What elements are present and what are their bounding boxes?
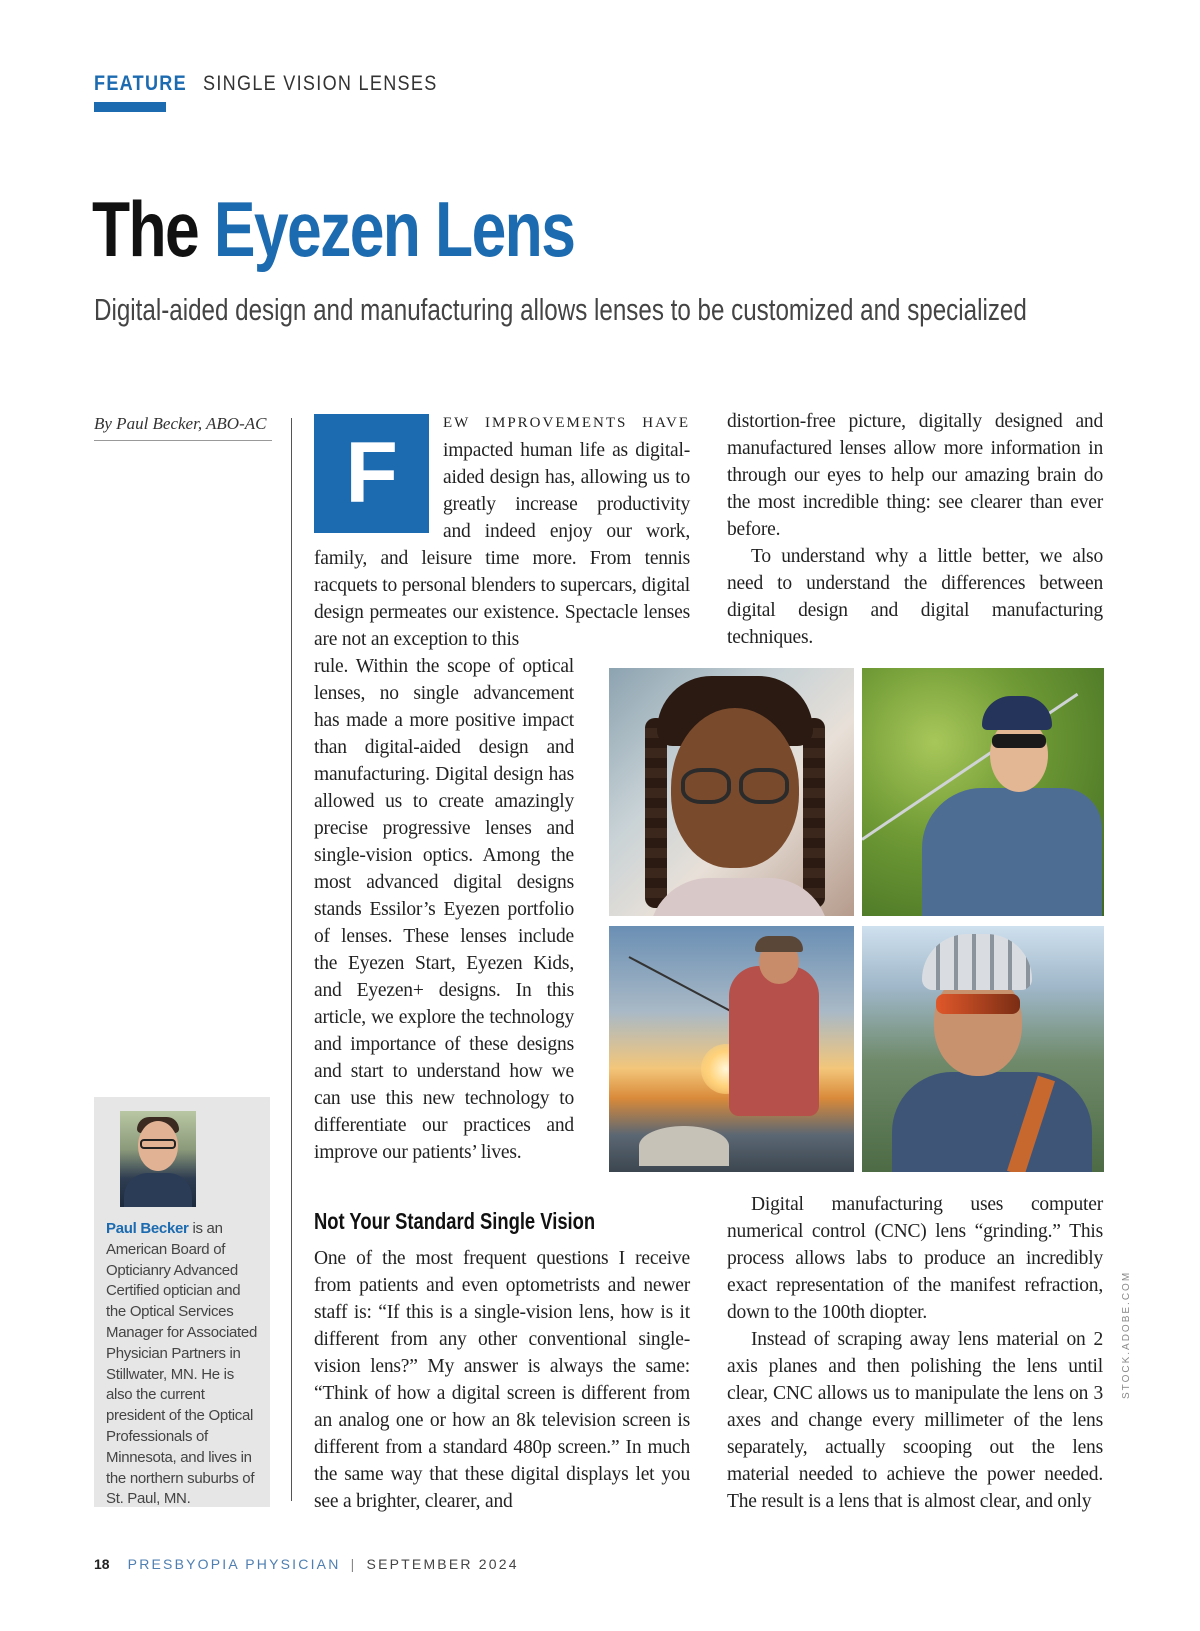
author-bio-text: is an American Board of Opticianry Advanced Certified optician and the Optical Services Manager for Associated Physician Partners in Stillwater, MN. He is also the current president of the Optical Professionals of Minnesota, and lives in the northern suburbs of St. Paul, MN. — [106, 1220, 257, 1508]
section-heading: Not Your Standard Single Vision — [314, 1208, 596, 1234]
column-divider — [291, 418, 292, 1501]
article-column-2 — [727, 408, 1103, 651]
author-photo — [120, 1111, 196, 1207]
title-accent: Eyezen Lens — [213, 185, 575, 273]
page-number: 18 — [94, 1556, 110, 1572]
section-kicker — [94, 72, 476, 96]
col2-paragraph-2: To understand why a little better, we also need to understand the differences between digital design and digital manufacturing techniques. — [727, 546, 1103, 648]
article-column-1 — [314, 408, 690, 653]
article-column-2-bottom — [727, 1191, 1103, 1515]
byline: By Paul Becker, ABO-AC — [94, 414, 272, 441]
issue-date: SEPTEMBER 2024 — [366, 1556, 519, 1572]
photo-girl-glasses — [609, 668, 854, 916]
section-paragraph-1: One of the most frequent questions I receive from patients and even optometrists and newer staff is: “If this is a single-vision lens, how is it different from any other conventional single-vision lens?” My answer is always the same: “Think of how a digital screen is different from an analog one or how an 8k television screen is different from a standard 480p screen.” In much the same way that these digital displays let you see a brighter, clearer, and — [314, 1248, 690, 1512]
lead-smallcaps: EW IMPROVEMENTS HAVE — [443, 415, 690, 431]
photo-fisherman — [609, 926, 854, 1172]
article-title — [92, 185, 575, 273]
lead-text: impacted human life as digital-aided design has, allowing us to greatly increase productivity and indeed enjoy our work, family, and leisure time more. From tennis racquets to personal blenders to supercars, digital design permeates our existence. Spectacle lenses are not an exception to this — [314, 440, 690, 650]
drop-cap: F — [314, 414, 429, 533]
article-column-1-narrow — [314, 653, 574, 1166]
kicker-underline — [94, 102, 166, 112]
article-subtitle: Digital-aided design and manufacturing allows lenses to be customized and specialized — [94, 292, 1027, 327]
topic-label: SINGLE VISION LENSES — [203, 72, 439, 95]
author-name: Paul Becker — [106, 1220, 189, 1237]
lead-paragraph-continued: rule. Within the scope of optical lenses, no single advancement has made a more positive impact than digital-aided design and manufacturing. Digital design has allowed us to create amazingly precise progressive lenses and single-vision optics. Among the most advanced digital designs stands Essilor’s Eyezen portfolio of lenses. These lenses include the Eyezen Start, Eyezen Kids, and Eyezen+ designs. In this article, we explore the technology and importance of these designs and start to understand how we can use this new technology to differentiate our practices and improve our patients’ lives. — [314, 656, 574, 1163]
author-box — [94, 1097, 270, 1507]
page-footer — [94, 1556, 519, 1572]
publication-name: PRESBYOPIA PHYSICIAN — [127, 1556, 341, 1572]
col2-paragraph-1: distortion-free picture, digitally designed and manufactured lenses allow more information in through our eyes to help our amazing brain do the most incredible thing: see clearer than ever before. — [727, 411, 1103, 540]
col2-paragraph-4: Instead of scraping away lens material on 2 axis planes and then polishing the lens until clear, CNC allows us to manipulate the lens on 3 axes and change every millimeter of the lens separately, actually scooping out the lens material needed to achieve the power needed. The result is a lens that is almost clear, and only — [727, 1329, 1103, 1512]
photo-credit: STOCK.ADOBE.COM — [1121, 1270, 1132, 1399]
article-column-1-bottom — [314, 1245, 690, 1515]
author-bio — [106, 1219, 258, 1510]
photo-cyclist — [862, 926, 1104, 1172]
col2-paragraph-3: Digital manufacturing uses computer numerical control (CNC) lens “grinding.” This process allows labs to produce an incredibly exact representation of the manifest refraction, down to the 100th diopter. — [727, 1194, 1103, 1323]
feature-label: FEATURE — [94, 72, 187, 95]
title-plain: The — [92, 185, 199, 273]
footer-separator: | — [350, 1556, 357, 1572]
photo-golfer — [862, 668, 1104, 916]
